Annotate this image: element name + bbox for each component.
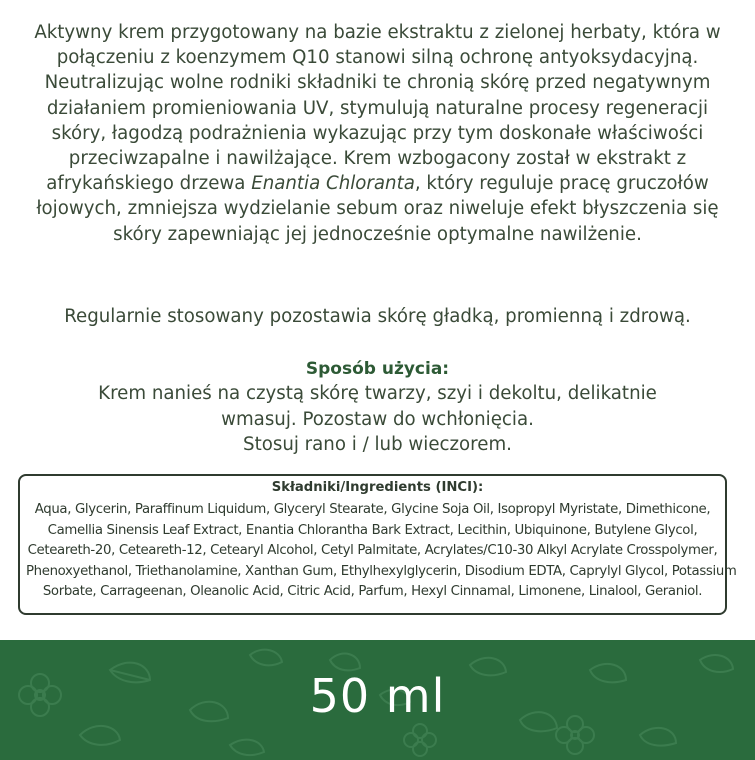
description-line [12, 171, 743, 196]
ingredients-line: Ceteareth-20, Ceteareth-12, Cetearyl Alcohol, Cetyl Palmitate, Acrylates/C10-30 Alkyl Acrylate Crosspolymer, [27, 543, 718, 558]
usage-heading: Sposób użycia: [305, 359, 450, 379]
description-line: łojowych, zmniejsza wydzielanie sebum oraz niweluje efekt błyszczenia się [36, 198, 719, 220]
description-line: skóry, łagodzą podrażnienia wykazując przy tym doskonałe właściwości [51, 122, 704, 144]
description-line: Neutralizując wolne rodniki składniki te chronią skórę przed negatywnym [44, 72, 711, 94]
ingredients-line: Phenoxyethanol, Triethanolamine, Xanthan Gum, Ethylhexylglycerin, Disodium EDTA, Caprylyl Glycol, Potassium [26, 563, 737, 579]
description-line: Aktywny krem przygotowany na bazie ekstraktu z zielonej herbaty, która w [34, 22, 721, 43]
regular-use-text: Regularnie stosowany pozostawia skórę gładką, promienną i zdrową. [64, 306, 691, 327]
plant-name: Enantia Chloranta [251, 173, 415, 195]
ingredients-list [26, 500, 737, 603]
description-line: przeciwzapalne i nawilżające. Krem wzbogacony został w ekstrakt z [68, 148, 687, 170]
ingredients-line: Aqua, Glycerin, Paraffinum Liquidum, Glyceryl Stearate, Glycine Soja Oil, Isopropyl Myristate, Dimethicone, [34, 502, 711, 517]
description-line: skóry zapewniając jej jednocześnie optymalne nawilżenie. [113, 223, 642, 245]
description-text: afrykańskiego drzewa [46, 173, 252, 195]
volume-label: 50 ml [309, 669, 446, 723]
description-line: połączeniu z koenzymem Q10 stanowi silną ochronę antyoksydacyjną. [56, 47, 699, 69]
usage-instructions [12, 381, 743, 458]
description-line: działaniem promieniowania UV, stymulują naturalne procesy regeneracji [46, 97, 709, 119]
usage-line: Stosuj rano i / lub wieczorem. [243, 434, 512, 455]
ingredients-heading: Składniki/Ingredients (INCI): [271, 480, 484, 495]
ingredients-line: Sorbate, Carrageenan, Oleanolic Acid, Citric Acid, Parfum, Hexyl Cinnamal, Limonene, Linalool, Geraniol. [42, 584, 703, 599]
description-text: , który reguluje pracę gruczołów [414, 173, 709, 195]
usage-line: Krem nanieś na czystą skórę twarzy, szyi i dekoltu, delikatnie [98, 383, 657, 404]
usage-line: wmasuj. Pozostaw do wchłonięcia. [221, 408, 534, 430]
product-description [12, 20, 743, 247]
ingredients-line: Camellia Sinensis Leaf Extract, Enantia Chlorantha Bark Extract, Lecithin, Ubiquinone, Butylene Glycol, [47, 522, 698, 538]
